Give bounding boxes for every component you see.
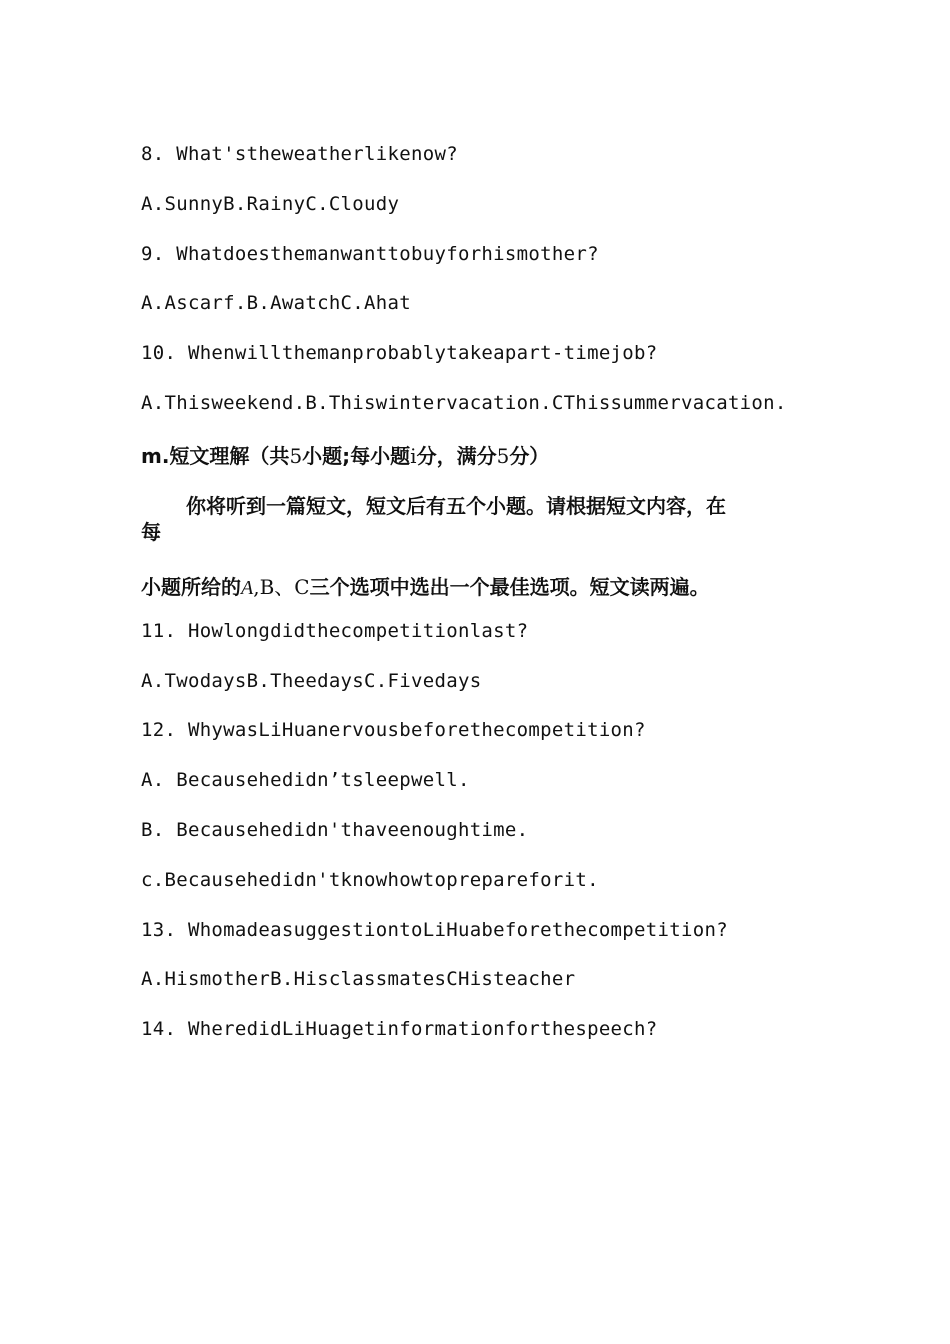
question-11: 11. Howlongdidthecompetitionlast?	[141, 620, 529, 642]
question-10: 10. Whenwillthemanprobablytakeapart-timejob?	[141, 342, 658, 364]
instruction-line-3-d: 三个选项中选出一个最佳选项。短文读两遍。	[309, 575, 710, 599]
question-12-option-a: A. Becausehedidn’tsleepwell.	[141, 769, 470, 791]
question-14: 14. WheredidLiHuagetinformationforthespeech?	[141, 1018, 658, 1040]
question-13: 13. WhomadeasuggestiontoLiHuabeforethecompetition?	[141, 919, 728, 941]
instruction-line-1: 你将听到一篇短文，短文后有五个小题。请根据短文内容，在	[186, 494, 726, 518]
question-9: 9. Whatdoesthemanwanttobuyforhismother?	[141, 243, 599, 265]
question-12-option-b: B. Becausehedidn'thaveenoughtime.	[141, 819, 529, 841]
section-heading-total: 5	[496, 444, 510, 468]
question-12-option-c: c.Becausehedidn'tknowhowtoprepareforit.	[141, 869, 599, 891]
question-9-options: A.Ascarf.B.AwatchC.Ahat	[141, 292, 411, 314]
section-heading-end: 分）	[509, 444, 550, 468]
question-8-options: A.SunnyB.RainyC.Cloudy	[141, 193, 400, 215]
instruction-line-3-a: 小题所给的	[141, 575, 241, 599]
instruction-option-a: A	[241, 577, 254, 599]
section-heading-count: 5	[289, 444, 303, 468]
section-heading-mid2: 分，满分	[416, 444, 497, 468]
section-heading-mid: 小题;每小题	[302, 444, 411, 468]
question-10-options: A.Thisweekend.B.Thiswintervacation.CThissummervacation.	[141, 392, 787, 414]
instruction-line-2: 每	[141, 520, 161, 544]
instruction-line-3	[141, 575, 710, 600]
question-13-options: A.HismotherB.HisclassmatesCHisteacher	[141, 968, 576, 990]
question-8: 8. What'stheweatherlikenow?	[141, 143, 458, 165]
instruction-option-bc: ,B、C	[253, 575, 310, 599]
section-heading-points: i	[410, 444, 417, 468]
section-heading-prefix: m.	[141, 444, 170, 468]
question-12: 12. WhywasLiHuanervousbeforethecompetition?	[141, 719, 646, 741]
section-heading-main: 短文理解（共	[169, 444, 290, 468]
section-heading	[141, 444, 549, 468]
question-11-options: A.TwodaysB.TheedaysC.Fivedays	[141, 670, 482, 692]
